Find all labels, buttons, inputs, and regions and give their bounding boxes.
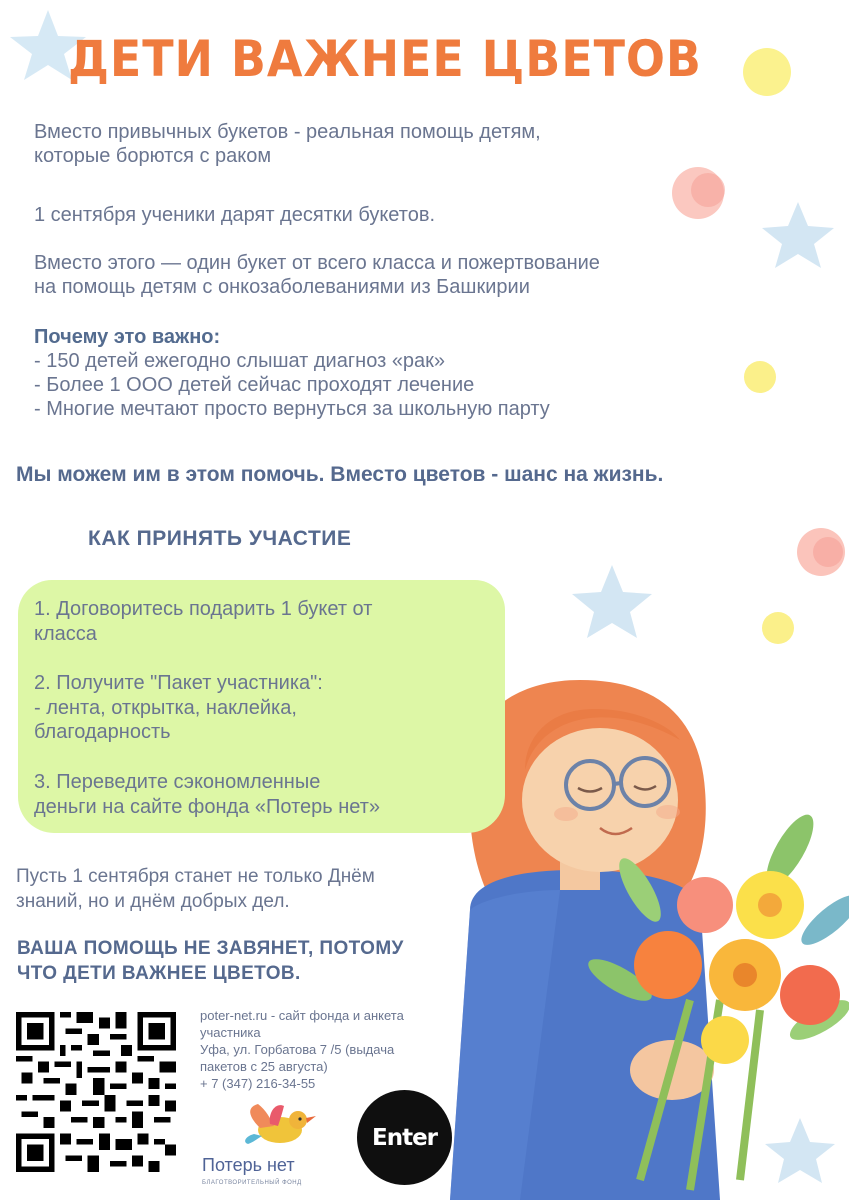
- why-list: [34, 349, 550, 421]
- contacts: [200, 1007, 404, 1092]
- dot-icon: [813, 537, 843, 567]
- why-section: [34, 325, 550, 421]
- step-3: 3. Переведите сэкономленные деньги на сайте фонда «Потерь нет»: [34, 771, 381, 818]
- star-icon: [762, 202, 834, 268]
- call-to-action: ВАША ПОМОЩЬ НЕ ЗАВЯНЕТ, ПОТОМУ ЧТО ДЕТИ ВАЖНЕЕ ЦВЕТОВ.: [17, 938, 404, 984]
- closing-text: Пусть 1 сентября станет не только Днём знаний, но и днём добрых дел.: [16, 866, 375, 912]
- fund-logo-name: Потерь нет: [202, 1155, 295, 1175]
- enter-logo: [357, 1090, 452, 1185]
- subtitle: Вместо привычных букетов - реальная помощь детям, которые борются с раком: [34, 121, 541, 167]
- star-icon: [572, 565, 652, 638]
- woman-with-flowers-illustration: [450, 680, 849, 1200]
- site-link[interactable]: poter-net.ru - сайт фонда и анкета участника: [200, 1008, 404, 1040]
- step-2: 2. Получите "Пакет участника": - лента, открытка, наклейка, благодарность: [34, 672, 323, 743]
- paragraph-bouquets: 1 сентября ученики дарят десятки букетов.: [34, 204, 436, 226]
- page-title: ДЕТИ ВАЖНЕЕ ЦВЕТОВ: [68, 30, 702, 88]
- qr-code-icon: [16, 1012, 176, 1172]
- address: Уфа, ул. Горбатова 7 /5 (выдача пакетов с 25 августа): [200, 1042, 395, 1074]
- paragraph-instead: Вместо этого — один букет от всего класса и пожертвование на помощь детям с онкозаболеваниями из Башкирии: [34, 252, 600, 298]
- fund-logo-subtitle: БЛАГОТВОРИТЕЛЬНЫЙ ФОНД: [202, 1180, 302, 1186]
- list-item: - Многие мечтают просто вернуться за школьную парту: [34, 398, 550, 420]
- dot-icon: [743, 48, 791, 96]
- list-item: - Более 1 ООО детей сейчас проходят лечение: [34, 374, 475, 396]
- dot-icon: [762, 612, 794, 644]
- phone[interactable]: + 7 (347) 216-34-55: [200, 1076, 316, 1091]
- list-item: - 150 детей ежегодно слышат диагноз «рак»: [34, 350, 446, 372]
- dot-icon: [744, 361, 776, 393]
- slogan: Мы можем им в этом помочь. Вместо цветов - шанс на жизнь.: [16, 463, 664, 486]
- howto-heading: КАК ПРИНЯТЬ УЧАСТИЕ: [88, 527, 352, 550]
- enter-logo-text: Enter: [371, 1124, 438, 1151]
- why-heading: Почему это важно:: [34, 326, 221, 348]
- dot-icon: [691, 173, 725, 207]
- star-icon: [765, 1118, 835, 1183]
- bird-logo-icon: [240, 1098, 320, 1153]
- step-1: 1. Договоритесь подарить 1 букет от класса: [34, 598, 373, 645]
